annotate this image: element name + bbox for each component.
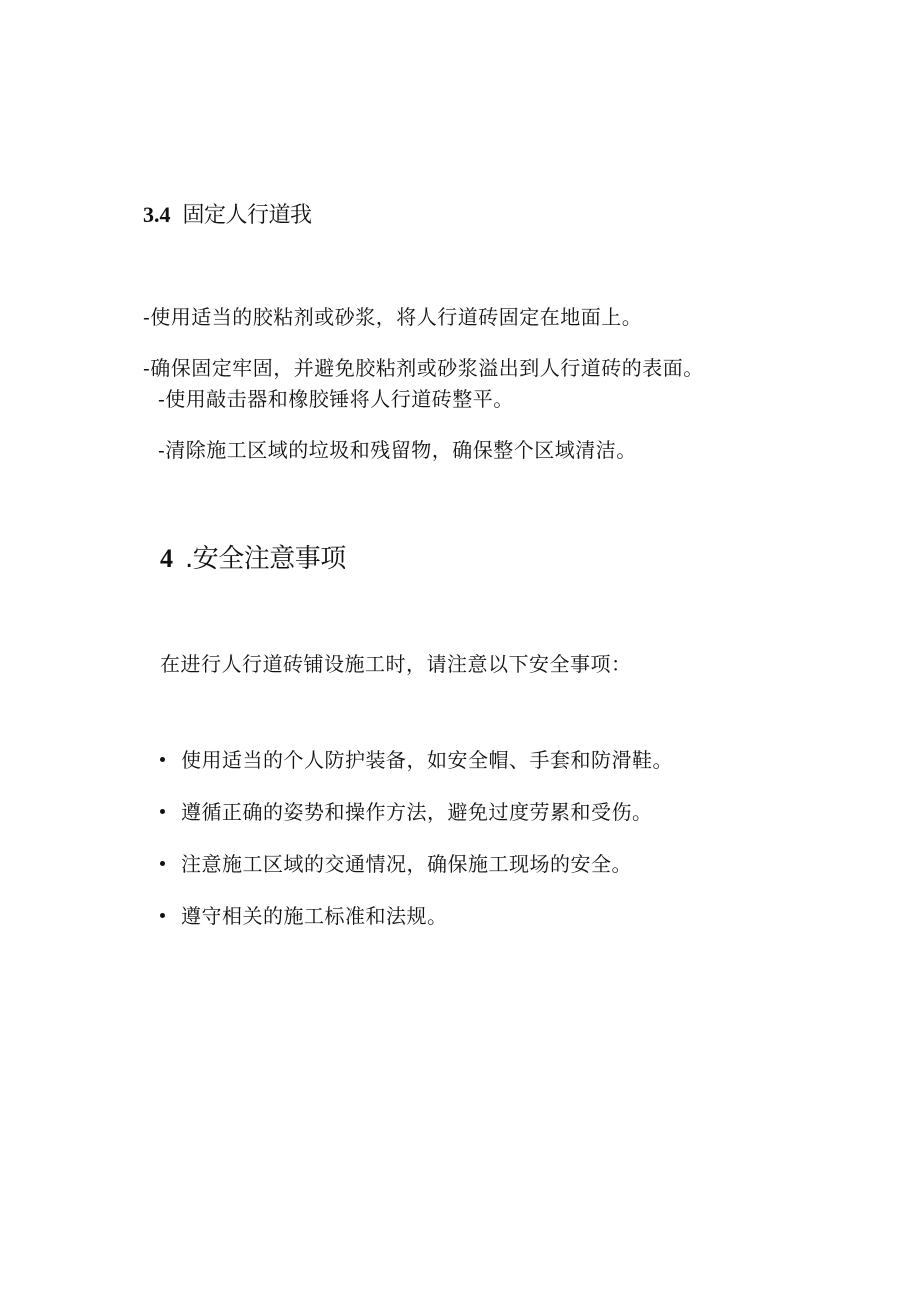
section-3-4-number: 3.4	[143, 202, 171, 227]
section-3-4-item-4: -清除施工区域的垃圾和残留物，确保整个区域清洁。	[158, 438, 637, 462]
section-4-number: 4	[160, 544, 173, 573]
list-item	[160, 746, 673, 774]
section-3-4-item-3: -使用敲击器和橡胶锤将人行道砖整平。	[158, 387, 514, 411]
safety-bullet-list	[160, 746, 673, 954]
section-3-4-item-1: -使用适当的胶粘剂或砂浆，将人行道砖固定在地面上。	[143, 305, 643, 329]
list-item-text: 注意施工区域的交通情况，确保施工现场的安全。	[181, 852, 632, 876]
bullet-dot-icon	[160, 757, 165, 762]
list-item-text: 使用适当的个人防护装备，如安全帽、手套和防滑鞋。	[181, 748, 673, 772]
section-3-4-item-2: -确保固定牢固，并避免胶粘剂或砂浆溢出到人行道砖的表面。	[143, 356, 704, 380]
section-4-intro: 在进行人行道砖铺设施工时，请注意以下安全事项：	[160, 652, 632, 676]
list-item	[160, 850, 673, 878]
list-item	[160, 902, 673, 930]
list-item	[160, 798, 673, 826]
bullet-dot-icon	[160, 809, 165, 814]
section-4-heading	[160, 542, 346, 576]
list-item-text: 遵守相关的施工标准和法规。	[181, 904, 448, 928]
section-3-4-heading	[143, 200, 312, 231]
bullet-dot-icon	[160, 913, 165, 918]
section-3-4-title: 固定人行道我	[182, 203, 312, 228]
list-item-text: 遵循正确的姿势和操作方法，避免过度劳累和受伤。	[181, 800, 653, 824]
section-4-title: .安全注意事项	[185, 544, 346, 574]
bullet-dot-icon	[160, 861, 165, 866]
